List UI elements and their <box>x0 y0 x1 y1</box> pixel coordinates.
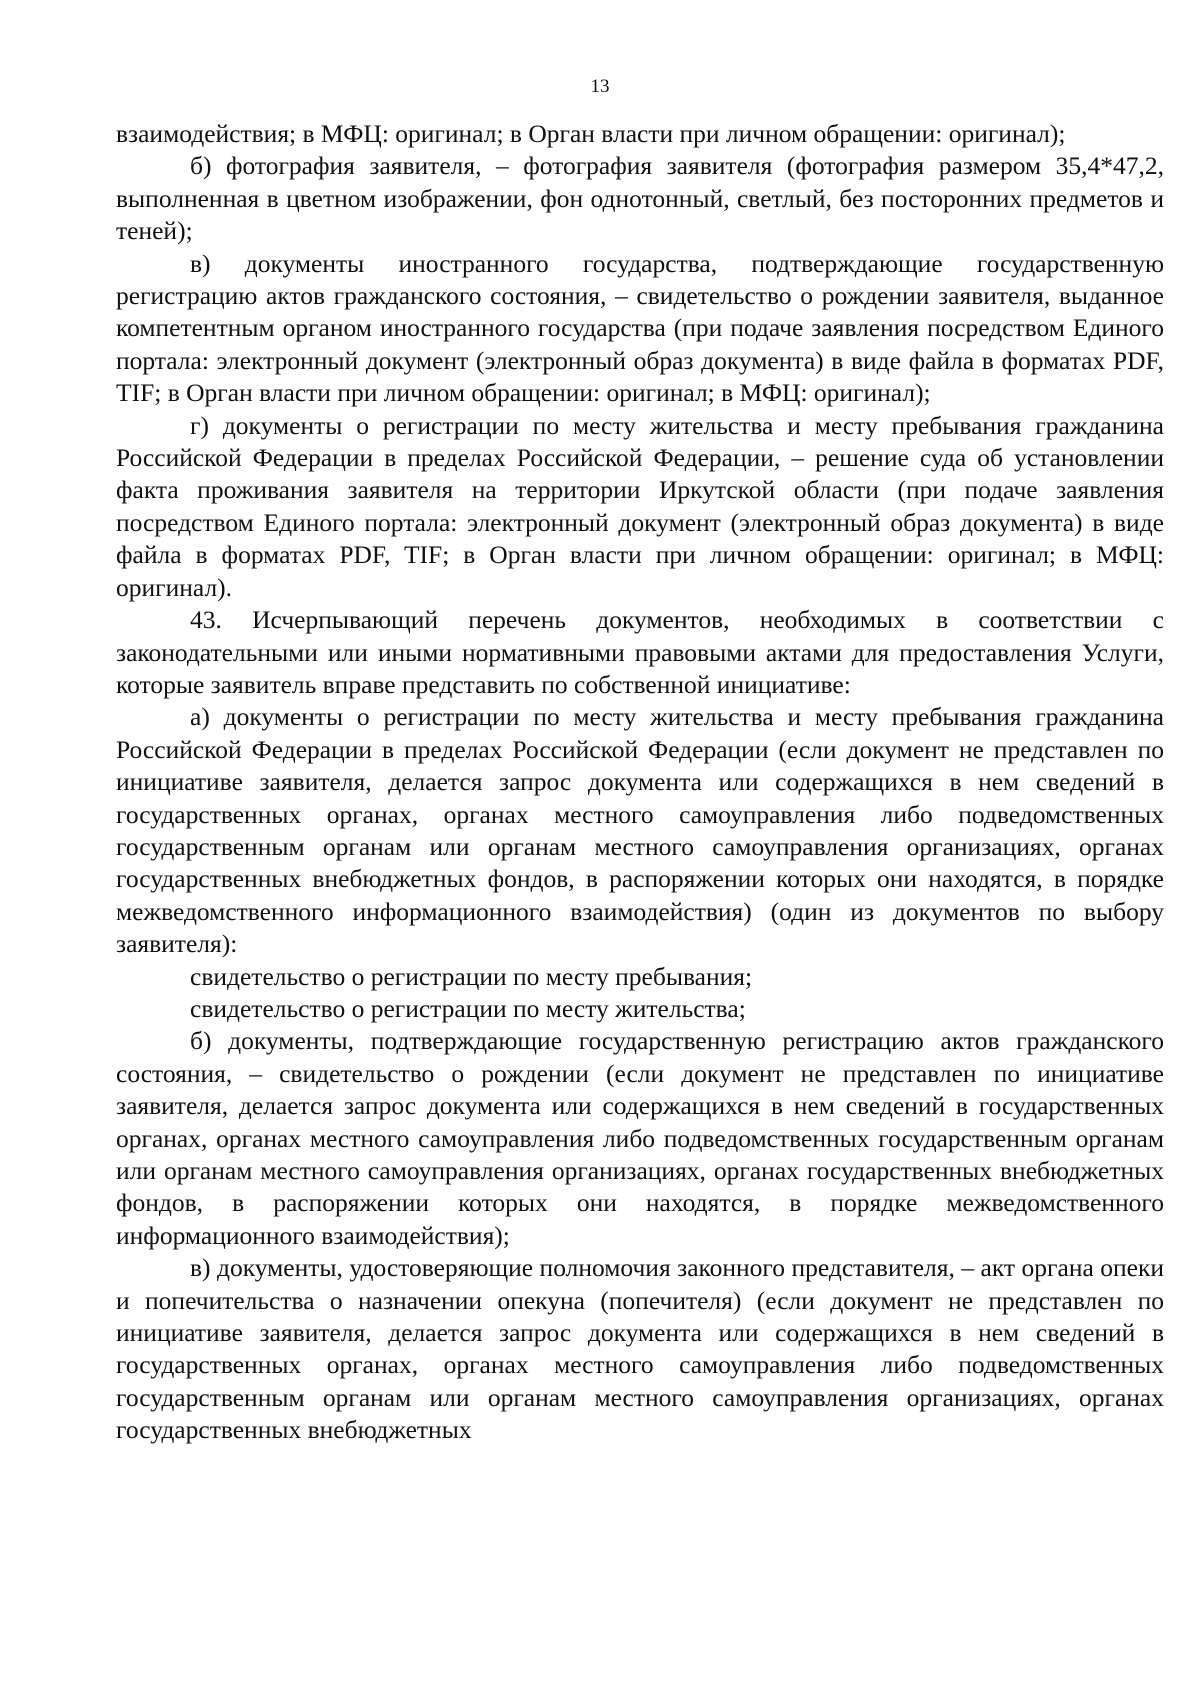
paragraph-item-b-civil-status: б) документы, подтверждающие государственную регистрацию актов гражданского состояния, – свидетельство о рождении (если документ не представлен по инициативе заявителя, делается запрос документа или содержащихся в нем сведений в государственных органах, органах местного самоуправления либо подведомственных государственным органам или органам местного самоуправления организациях, органах государственных внебюджетных фондов, в распоряжении которых они находятся, в порядке межведомственного информационного взаимодействия); <box>116 1026 1164 1250</box>
page-number: 13 <box>590 76 610 97</box>
paragraph-stay-certificate: свидетельство о регистрации по месту пребывания; <box>190 961 753 991</box>
paragraph-continuation: взаимодействия; в МФЦ: оригинал; в Орган власти при личном обращении: оригинал); <box>116 119 1066 148</box>
paragraph-item-b-photo: б) фотография заявителя, – фотография заявителя (фотография размером 35,4*47,2, выполненная в цветном изображении, фон однотонный, светлый, без посторонних предметов и теней); <box>116 151 1164 246</box>
paragraph-item-g-registration-docs: г) документы о регистрации по месту жительства и месту пребывания гражданина Российской Федерации в пределах Российской Федерации, – решение суда об установлении факта проживания заявителя на территории Иркутской области (при подаче заявления посредством Единого портала: электронный документ (электронный образ документа) в виде файла в форматах PDF, TIF; в Орган власти при личном обращении: оригинал; в МФЦ: оригинал). <box>116 410 1164 602</box>
paragraph-item-a-registration: а) документы о регистрации по месту жительства и месту пребывания гражданина Российской Федерации в пределах Российской Федерации (если документ не представлен по инициативе заявителя, делается запрос документа или содержащихся в нем сведений в государственных органах, органах местного самоуправления либо подведомственных государственным органам или органам местного самоуправления организациях, органах государственных внебюджетных фондов, в распоряжении которых они находятся, в порядке межведомственного информационного взаимодействия) (один из документов по выбору заявителя): <box>116 702 1164 959</box>
paragraph-residence-certificate: свидетельство о регистрации по месту жительства; <box>190 993 746 1023</box>
paragraph-item-v-representative: в) документы, удостоверяющие полномочия законного представителя, – акт органа опеки и попечительства о назначении опекуна (попечителя) (если документ не представлен по инициативе заявителя, делается запрос документа или содержащихся в нем сведений в государственных органах, органах местного самоуправления либо подведомственных государственным органам или органам местного самоуправления организациях, органах государственных внебюджетных <box>116 1253 1164 1445</box>
document-body <box>116 118 1164 1447</box>
paragraph-item-v-foreign-docs: в) документы иностранного государства, подтверждающие государственную регистрацию актов гражданского состояния, – свидетельство о рождении заявителя, выданное компетентным органом иностранного государства (при подаче заявления посредством Единого портала: электронный документ (электронный образ документа) в виде файла в форматах PDF, TIF; в Орган власти при личном обращении: оригинал; в МФЦ: оригинал); <box>116 248 1164 408</box>
paragraph-section-43: 43. Исчерпывающий перечень документов, необходимых в соответствии с законодательными или иными нормативными правовыми актами для предоставления Услуги, которые заявитель вправе представить по собственной инициативе: <box>116 605 1164 699</box>
